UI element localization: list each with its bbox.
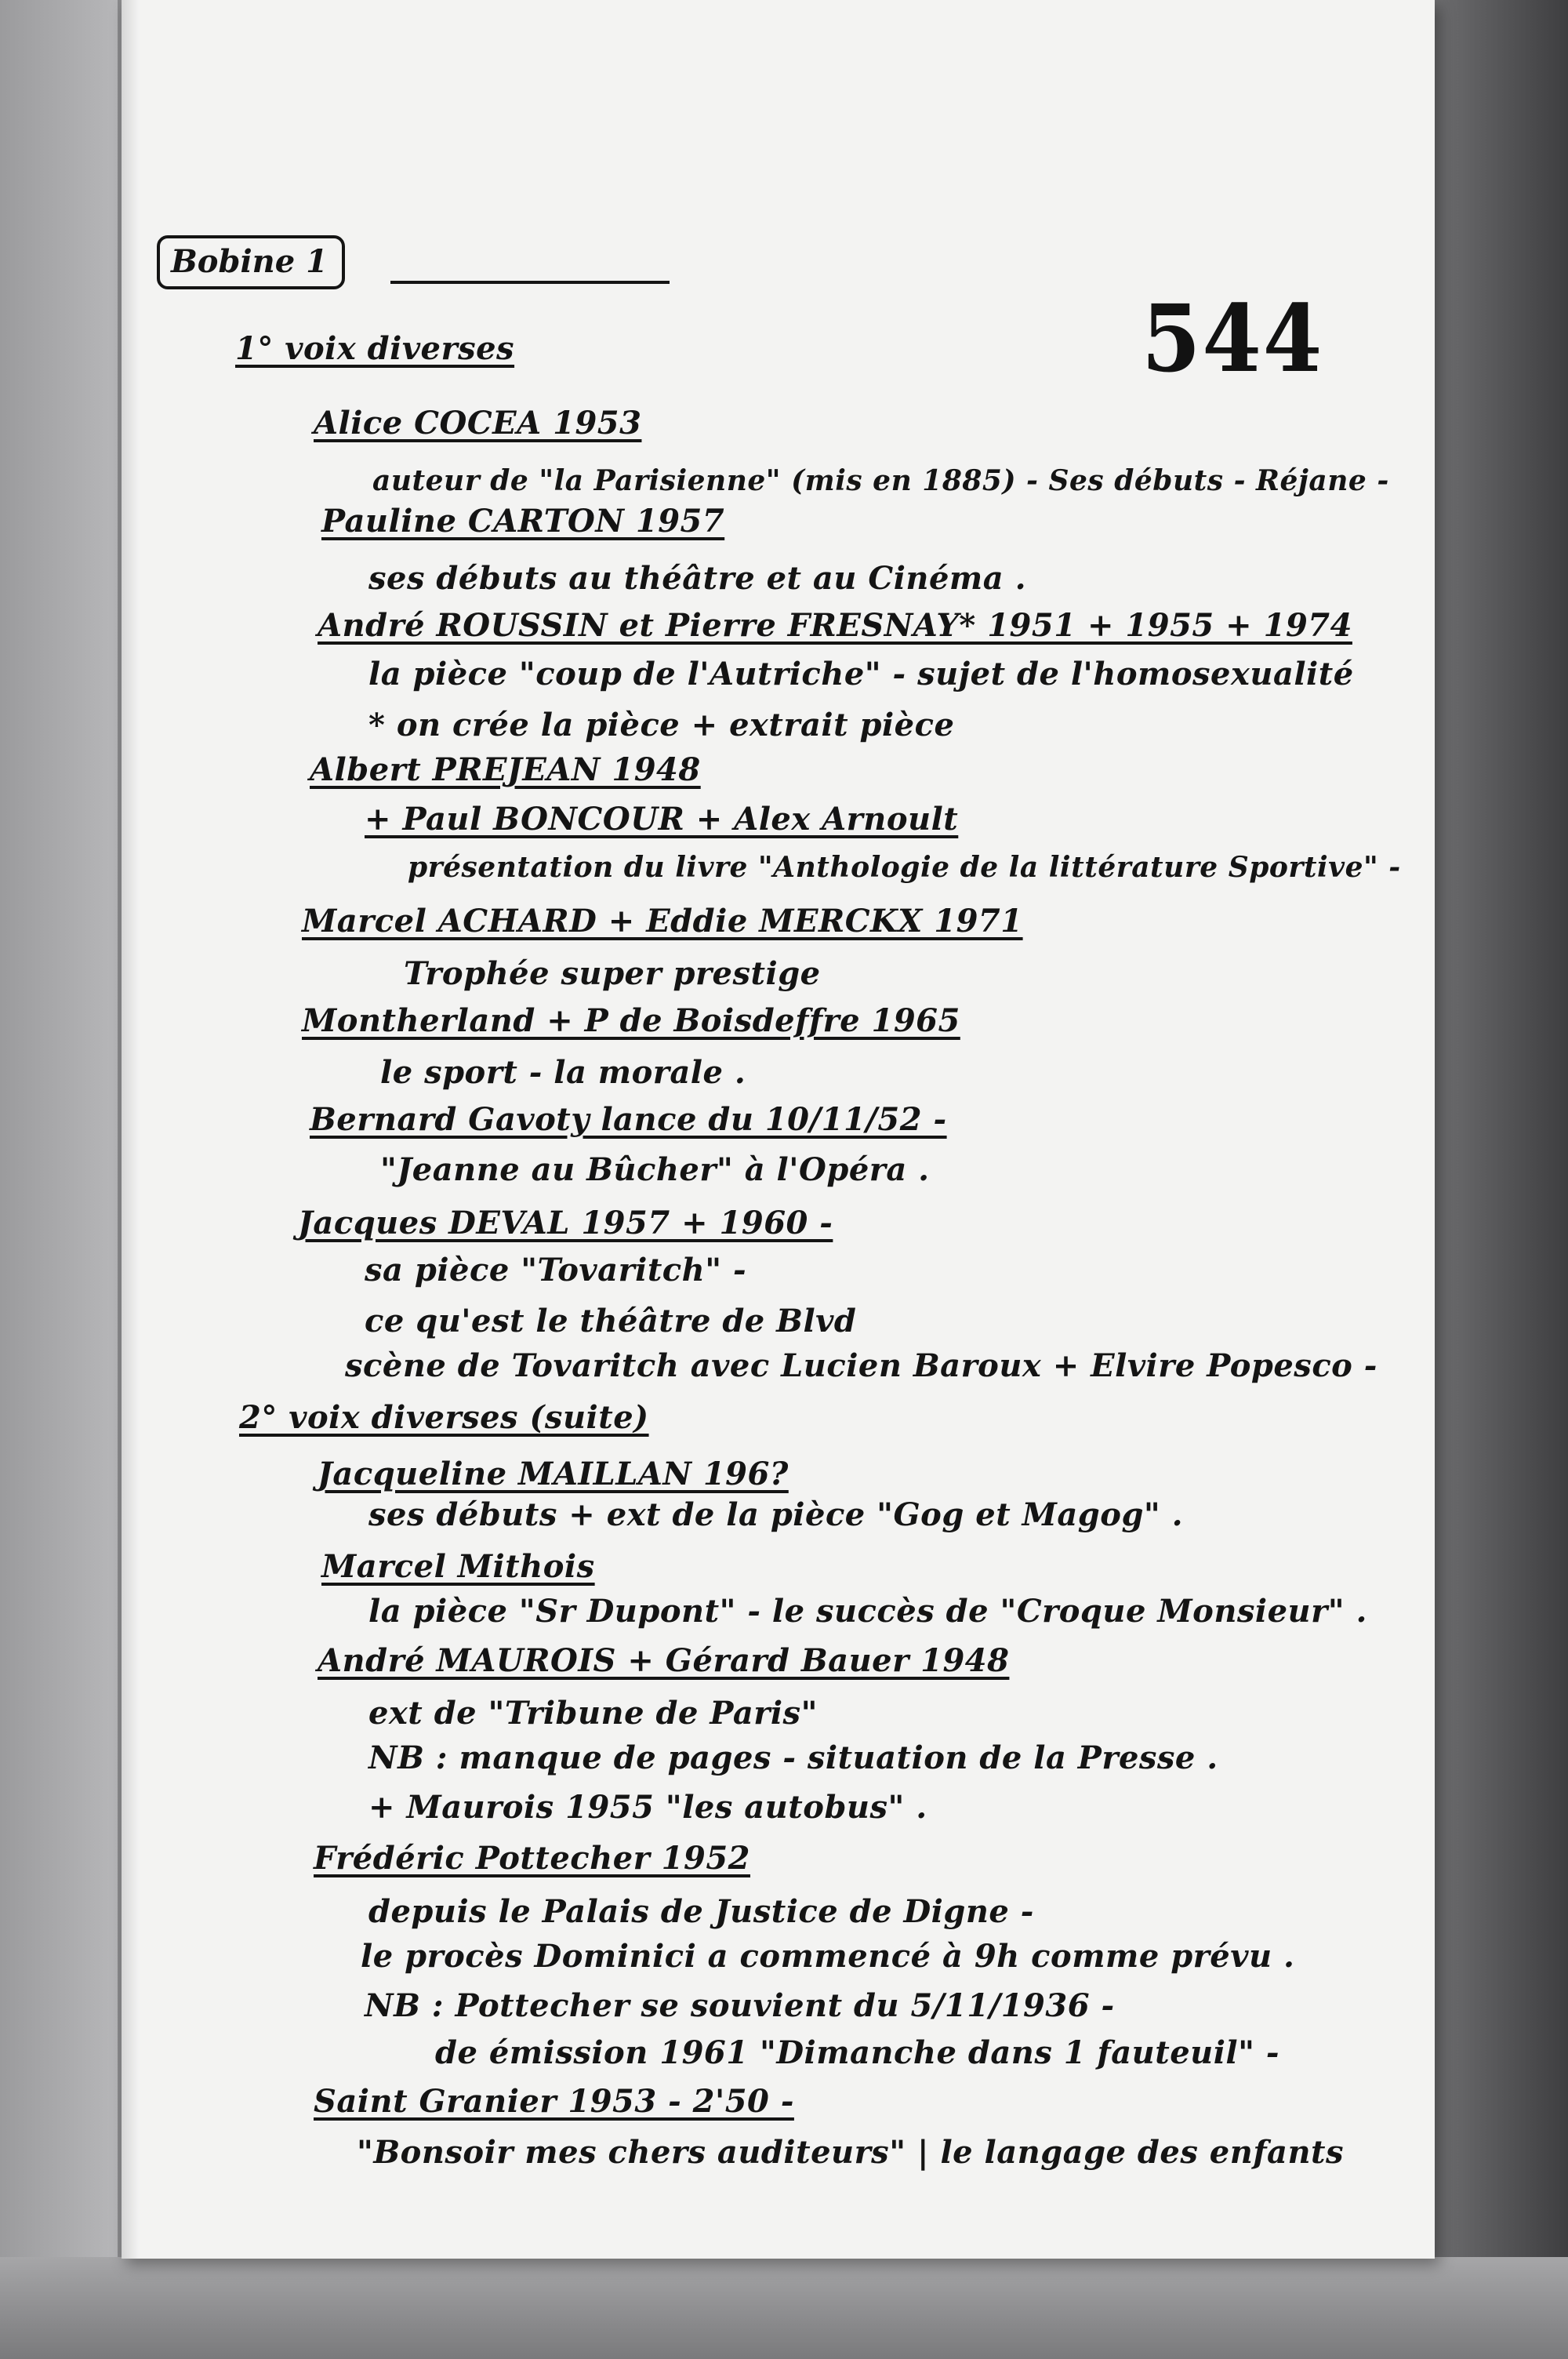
entry-name: Alice COCEA 1953: [314, 405, 642, 442]
entry-note: sa pièce "Tovaritch" -: [365, 1252, 747, 1289]
section-heading-1: 1° voix diverses: [235, 330, 515, 367]
background-bottom: [0, 2257, 1568, 2359]
entry-note: de émission 1961 "Dimanche dans 1 fauteuil" -: [435, 2034, 1279, 2071]
entry-name: Jacqueline MAILLAN 196?: [318, 1456, 789, 1492]
entry-note: la pièce "coup de l'Autriche" - sujet de l'homosexualité: [368, 656, 1354, 692]
entry-note: "Bonsoir mes chers auditeurs" | le langage des enfants: [357, 2134, 1345, 2171]
entry-name: Montherland + P de Boisdeffre 1965: [302, 1002, 960, 1039]
section-heading-2: 2° voix diverses (suite): [239, 1399, 649, 1436]
sheet-edge: [122, 0, 139, 2259]
entry-name: Marcel ACHARD + Eddie MERCKX 1971: [302, 903, 1023, 940]
entry-note: le sport - la morale .: [380, 1054, 746, 1091]
header-rule: [390, 281, 670, 284]
entry-note: + Maurois 1955 "les autobus" .: [368, 1789, 927, 1826]
entry-name: Saint Granier 1953 - 2'50 -: [314, 2083, 794, 2120]
entry-note: ce qu'est le théâtre de Blvd: [365, 1303, 857, 1339]
entry-name: André ROUSSIN et Pierre FRESNAY* 1951 + 1955 + 1974: [318, 607, 1352, 644]
background-right: [1427, 0, 1568, 2359]
entry-name: André MAUROIS + Gérard Bauer 1948: [318, 1642, 1010, 1679]
background-left: [0, 0, 118, 2359]
entry-note: scène de Tovaritch avec Lucien Baroux + Elvire Popesco -: [345, 1347, 1377, 1384]
entry-note: présentation du livre "Anthologie de la littérature Sportive" -: [408, 851, 1401, 884]
entry-note: depuis le Palais de Justice de Digne -: [368, 1893, 1034, 1930]
entry-note: ses débuts + ext de la pièce "Gog et Magog" .: [368, 1496, 1184, 1533]
entry-note: auteur de "la Parisienne" (mis en 1885) - Ses débuts - Réjane -: [372, 464, 1389, 497]
entry-note: ext de "Tribune de Paris": [368, 1695, 818, 1732]
entry-name: Bernard Gavoty lance du 10/11/52 -: [310, 1101, 947, 1138]
entry-name: + Paul BONCOUR + Alex Arnoult: [365, 801, 959, 838]
entry-name: Marcel Mithois: [321, 1548, 595, 1585]
entry-note: la pièce "Sr Dupont" - le succès de "Croque Monsieur" .: [368, 1593, 1367, 1630]
entry-note: NB : manque de pages - situation de la Presse .: [368, 1739, 1218, 1776]
page-number-stamp: 544: [1142, 284, 1324, 393]
entry-note: le procès Dominici a commencé à 9h comme prévu .: [361, 1938, 1295, 1975]
entry-name: Jacques DEVAL 1957 + 1960 -: [298, 1205, 833, 1241]
entry-note: * on crée la pièce + extrait pièce: [368, 707, 955, 743]
entry-note: Trophée super prestige: [404, 955, 821, 992]
entry-name: Frédéric Pottecher 1952: [314, 1840, 750, 1877]
entry-note: "Jeanne au Bûcher" à l'Opéra .: [380, 1151, 930, 1188]
entry-name: Albert PREJEAN 1948: [310, 751, 701, 788]
entry-note: ses débuts au théâtre et au Cinéma .: [368, 560, 1027, 597]
entry-note: NB : Pottecher se souvient du 5/11/1936 -: [365, 1987, 1115, 2024]
entry-name: Pauline CARTON 1957: [321, 503, 725, 540]
reel-label-box: Bobine 1: [157, 235, 345, 289]
